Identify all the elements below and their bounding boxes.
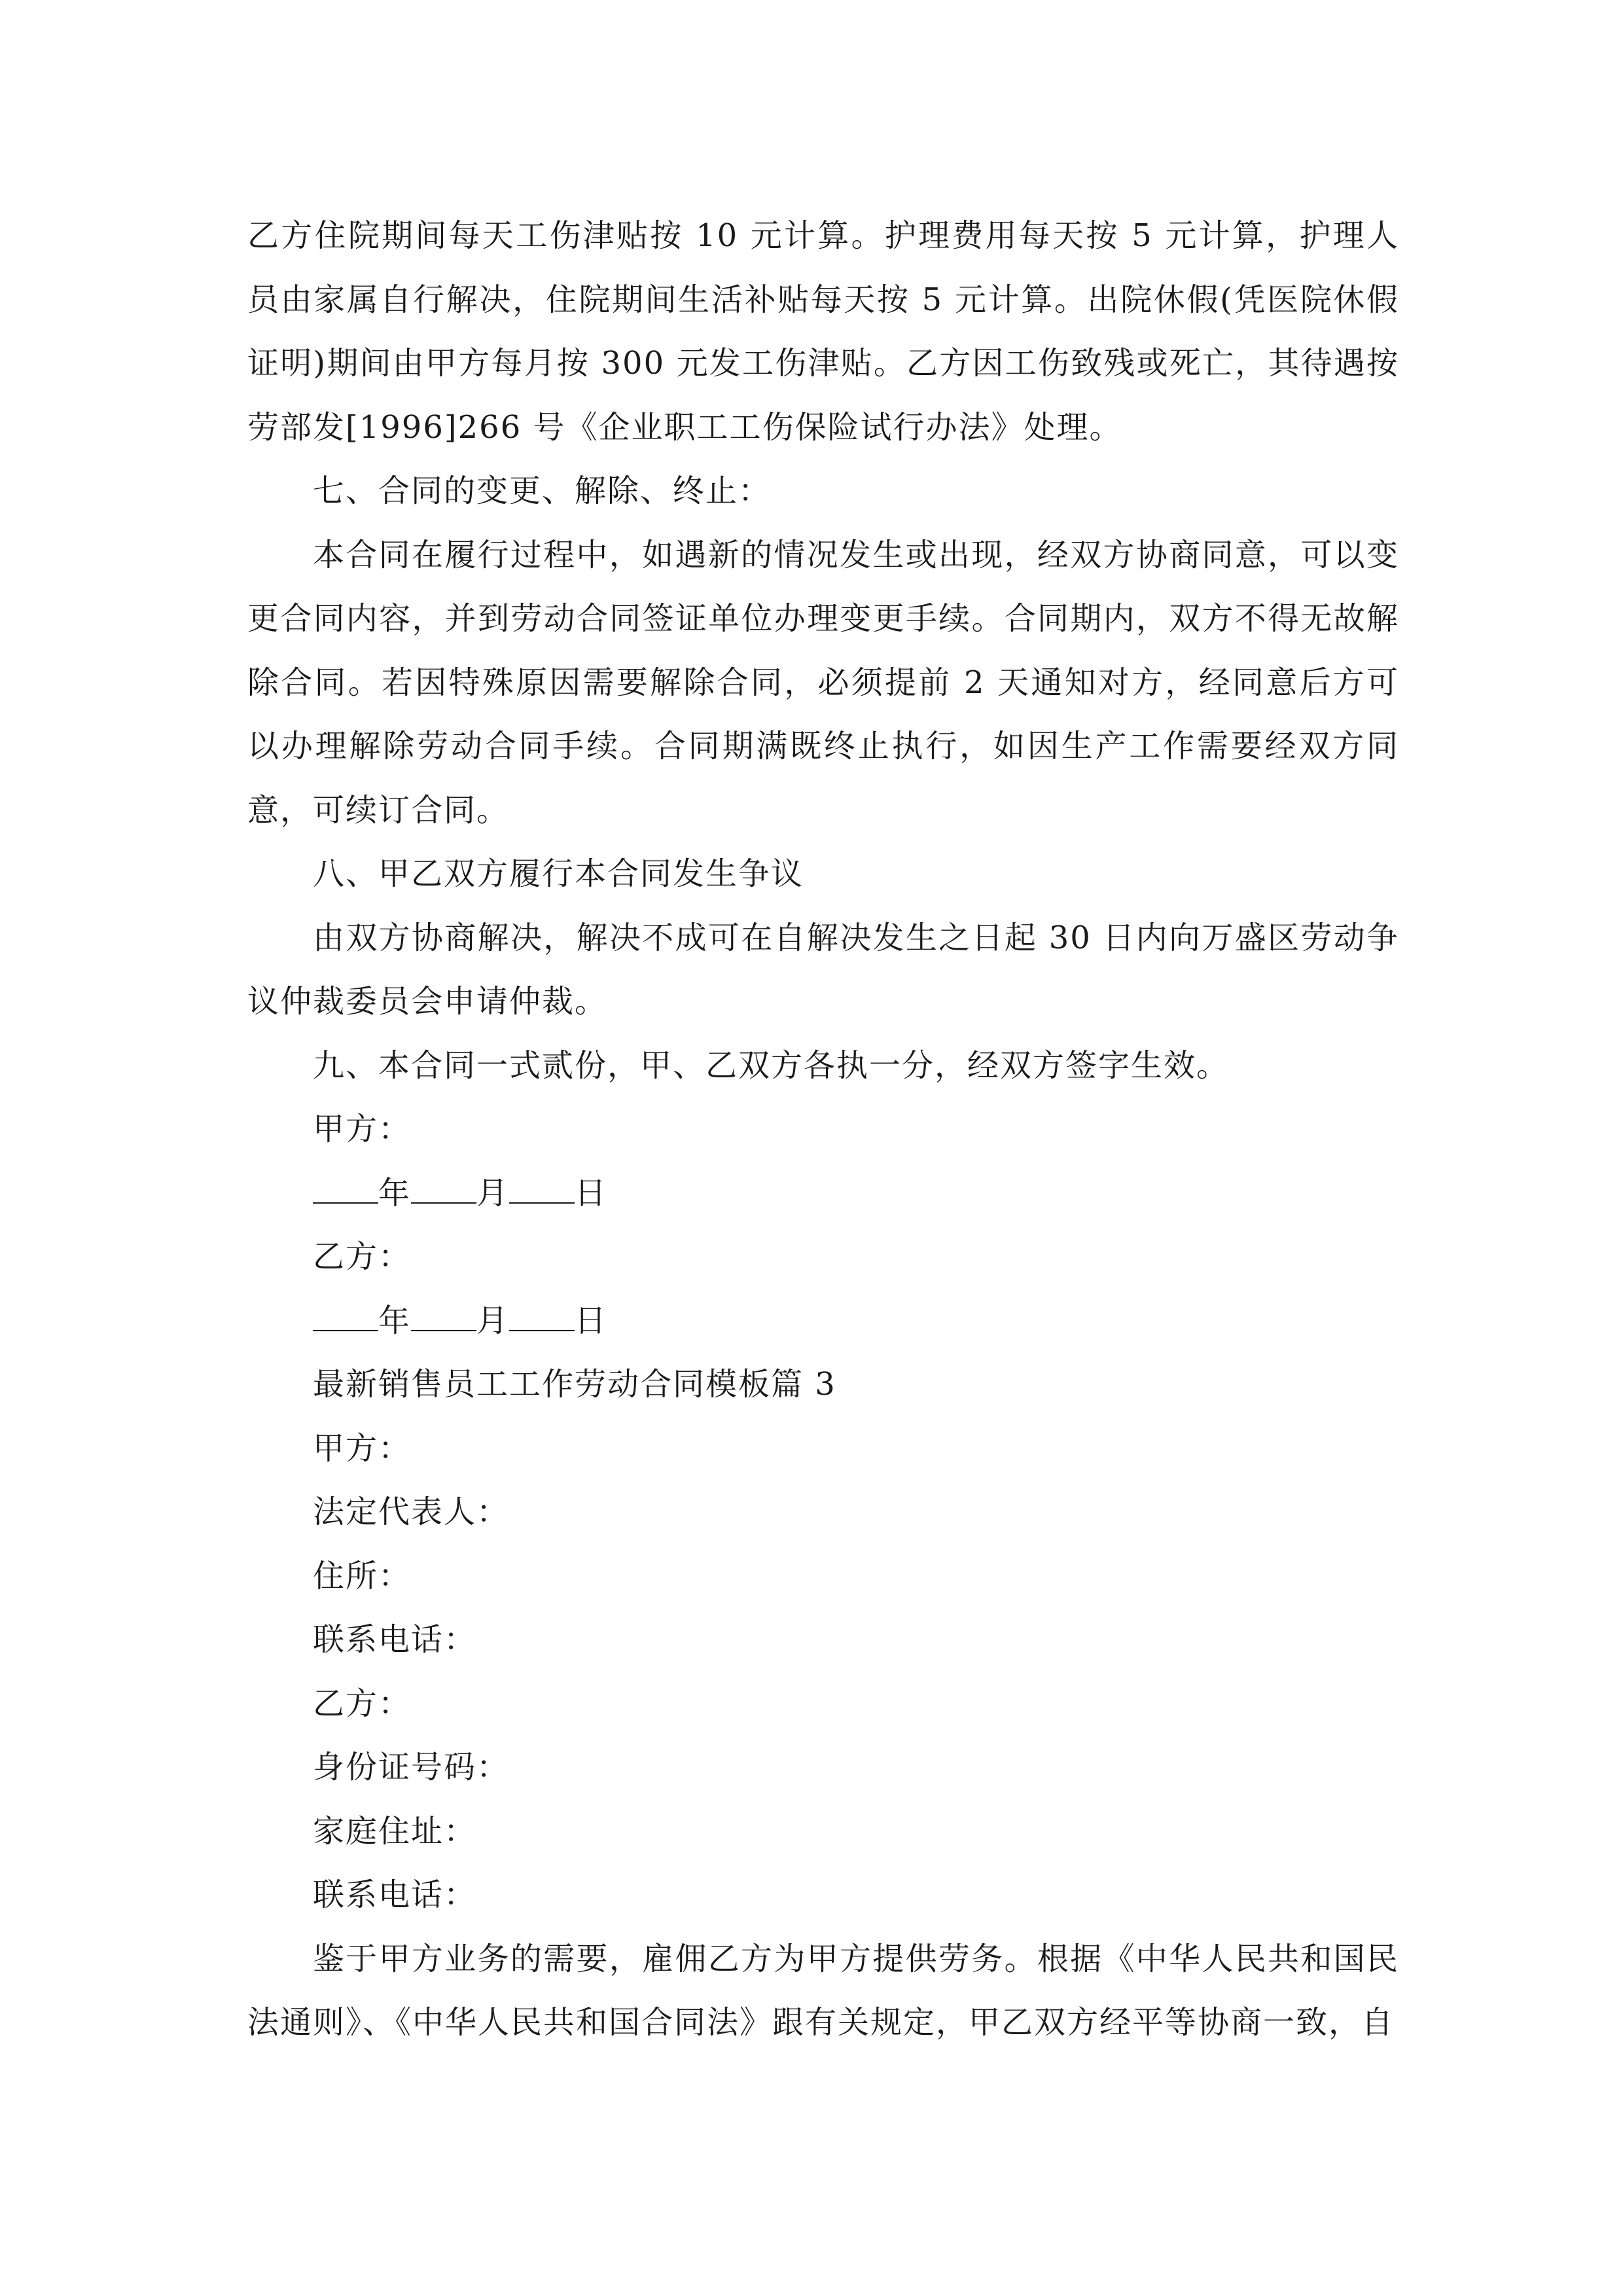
party-a-date-line [247,1162,1399,1226]
document-body [247,204,1399,2055]
section-8-title: 八、甲乙双方履行本合同发生争议 [313,855,804,892]
year-label: 年 [378,1302,412,1339]
t3-phone-a-label: 联系电话： [313,1621,477,1658]
t3-id-number-label: 身份证号码： [313,1749,510,1785]
day-label: 日 [575,1302,608,1339]
day-blank [509,1176,575,1204]
template-3-title: 最新销售员工工作劳动合同模板篇 3 [313,1366,836,1403]
paragraph-injury-allowance: 乙方住院期间每天工伤津贴按 10 元计算。护理费用每天按 5 元计算，护理人员由家属自行解决，住院期间生活补贴每天按 5 元计算。出院休假(凭医院休假证明)期间由甲方每月按 300 元发工伤津贴。乙方因工伤致残或死亡，其待遇按劳部发[1996]266 号《企业职工工伤保险试行办法》处理。 [247,217,1399,446]
party-b-date-line [247,1289,1399,1354]
year-blank [313,1304,378,1331]
year-label: 年 [378,1174,412,1211]
section-8-body: 由双方协商解决，解决不成可在自解决发生之日起 30 日内向万盛区劳动争议仲裁委员会申请仲裁。 [247,919,1399,1020]
party-a-signature-label: 甲方： [313,1111,412,1147]
month-label: 月 [476,1302,510,1339]
t3-home-address-label: 家庭住址： [313,1812,477,1850]
t3-party-a-label: 甲方： [313,1429,412,1467]
section-7-body: 本合同在履行过程中，如遇新的情况发生或出现，经双方协商同意，可以变更合同内容，并到劳动合同签证单位办理变更手续。合同期内，双方不得无故解除合同。若因特殊原因需要解除合同，必须提前 2 天通知对方，经同意后方可以办理解除劳动合同手续。合同期满既终止执行，如因生产工作需要经双方同意，可续订合同。 [247,536,1399,829]
t3-phone-b-label: 联系电话： [313,1876,477,1913]
t3-party-b-label: 乙方： [313,1685,412,1722]
day-blank [509,1304,575,1331]
t3-address-label: 住所： [313,1557,412,1594]
section-9: 九、本合同一式贰份，甲、乙双方各执一分，经双方签字生效。 [313,1047,1230,1084]
party-b-signature-label: 乙方： [313,1238,412,1275]
month-blank [411,1176,476,1204]
month-blank [411,1304,476,1331]
section-7-title: 七、合同的变更、解除、终止： [313,473,772,509]
t3-preamble: 鉴于甲方业务的需要，雇佣乙方为甲方提供劳务。根据《中华人民共和国民法通则》、《中华人民共和国合同法》跟有关规定，甲乙双方经平等协商一致，自 [247,1940,1399,2041]
year-blank [313,1176,378,1204]
t3-legal-representative-label: 法定代表人： [313,1494,510,1530]
month-label: 月 [476,1174,510,1211]
day-label: 日 [575,1174,608,1211]
